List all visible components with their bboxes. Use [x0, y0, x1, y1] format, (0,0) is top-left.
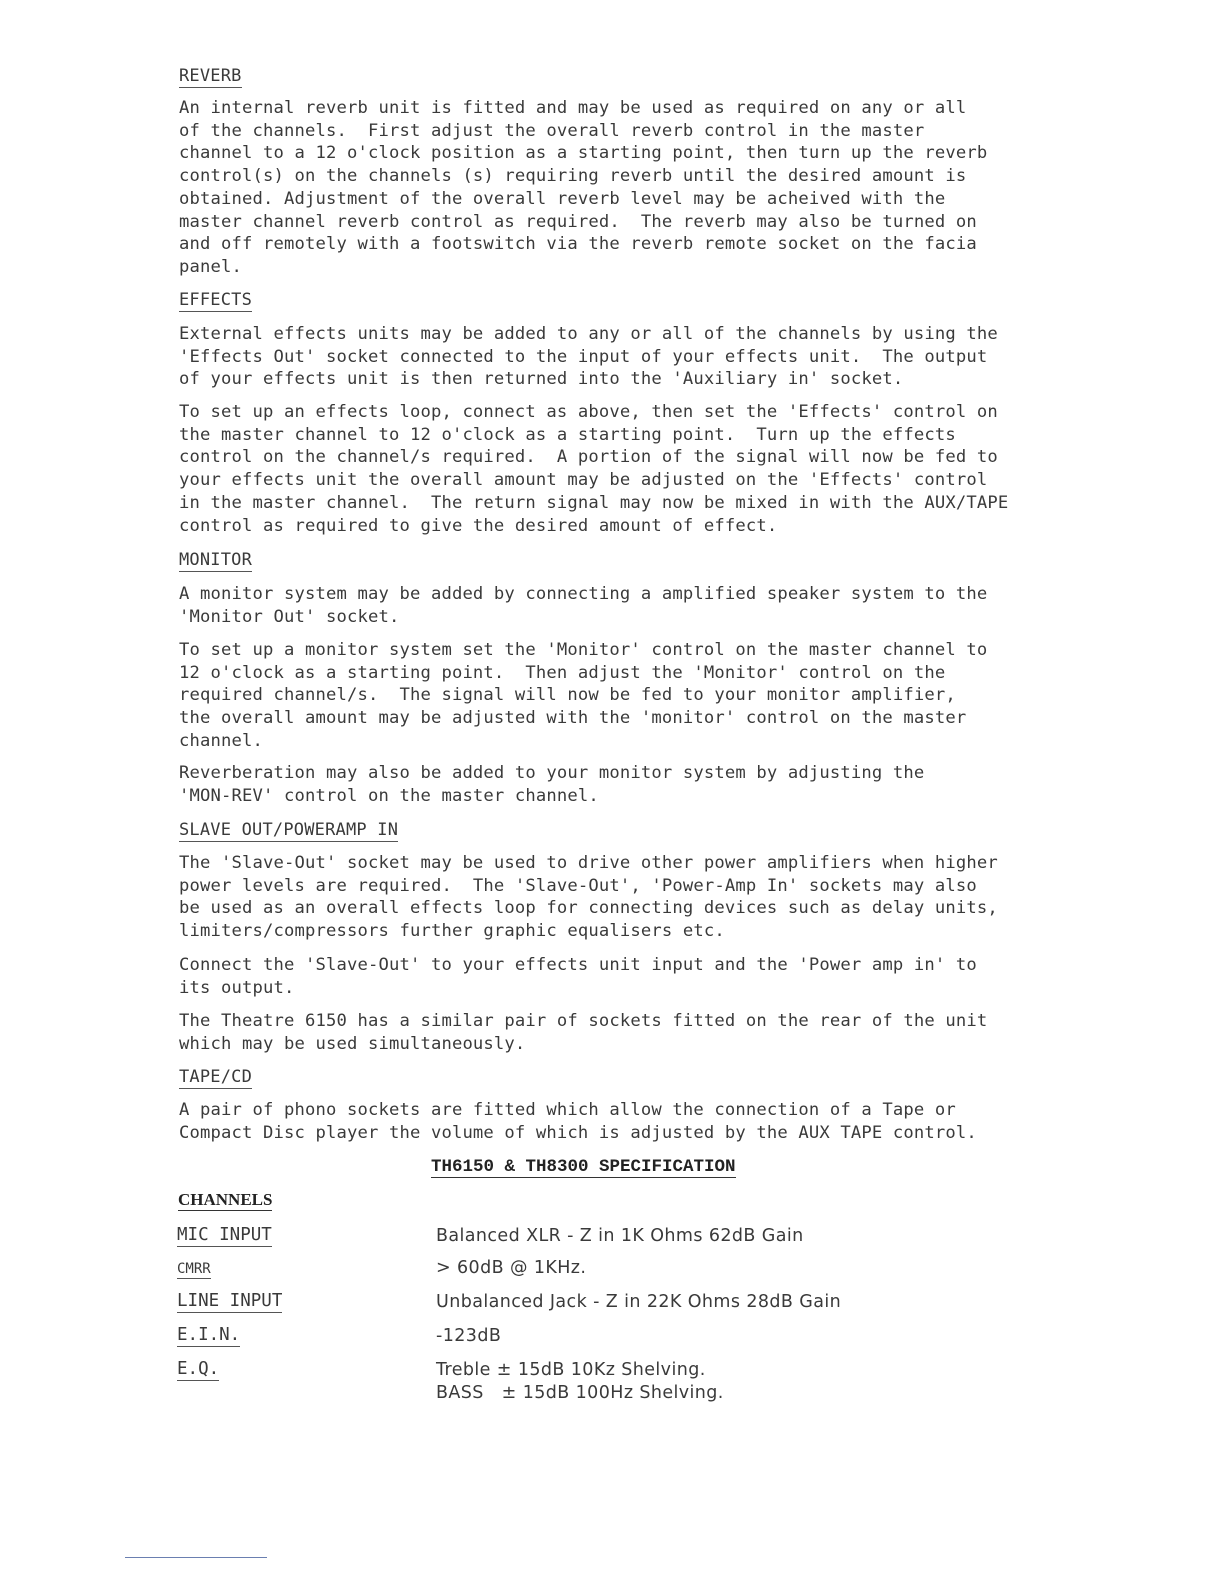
- spec-value-ein: -123dB: [436, 1326, 502, 1346]
- section-heading-reverb: REVERB: [179, 66, 242, 86]
- section-heading-monitor: MONITOR: [179, 550, 253, 570]
- spec-value-line-input: Unbalanced Jack - Z in 22K Ohms 28dB Gain: [436, 1292, 842, 1312]
- monitor-paragraph-1: [179, 583, 1069, 628]
- monitor-paragraph-2: [179, 639, 1069, 753]
- monitor-text-2: To set up a monitor system set the 'Monitor' control on the master channel to 12 o'clock as a starting point. Then adjust the 'Monitor' control on the required channel/s. The signal will now be fed to your monitor amplifier, the overall amount may be adjusted with the 'monitor' control on the master channel.: [179, 640, 988, 751]
- section-slave-out: [179, 820, 1069, 842]
- reverb-text: An internal reverb unit is fitted and may be used as required on any or all of the channels. First adjust the overall reverb control in the master channel to a 12 o'clock position as a starting point, then turn up the reverb control(s) on the channels (s) requiring reverb until the desired amount is obtained. Adjustment of the overall reverb level may be acheived with the master channel reverb control as required. The reverb may also be turned on and off remotely with a footswitch via the reverb remote socket on the facia panel.: [179, 98, 988, 277]
- effects-paragraph-1: [179, 323, 1069, 391]
- monitor-text-3: Reverberation may also be added to your monitor system by adjusting the 'MON-REV' control on the master channel.: [179, 763, 925, 806]
- tapecd-paragraph: [179, 1099, 1069, 1144]
- monitor-text-1: A monitor system may be added by connecting a amplified speaker system to the 'Monitor Out' socket.: [179, 584, 988, 627]
- spec-label-eq: E.Q.: [177, 1359, 220, 1379]
- spec-value-mic-input: Balanced XLR - Z in 1K Ohms 62dB Gain: [436, 1226, 804, 1246]
- specification-title: TH6150 & TH8300 SPECIFICATION: [431, 1157, 736, 1177]
- slave-paragraph-3: [179, 1010, 1069, 1055]
- spec-value-cmrr: > 60dB @ 1KHz.: [436, 1258, 587, 1278]
- slave-text-2: Connect the 'Slave-Out' to your effects unit input and the 'Power amp in' to its output.: [179, 955, 977, 998]
- slave-text-1: The 'Slave-Out' socket may be used to drive other power amplifiers when higher power levels are required. The 'Slave-Out', 'Power-Amp In' sockets may also be used as an overall effects loop for connecting devices such as delay units, limiters/compressors further graphic equalisers etc.: [179, 853, 998, 942]
- tapecd-text: A pair of phono sockets are fitted which allow the connection of a Tape or Compact Disc player the volume of which is adjusted by the AUX TAPE control.: [179, 1100, 977, 1143]
- slave-paragraph-1: [179, 852, 1069, 943]
- spec-label-mic-input: MIC INPUT: [177, 1225, 272, 1245]
- monitor-paragraph-3: [179, 762, 1069, 807]
- spec-value-eq: Treble ± 15dB 10Kz Shelving. BASS ± 15dB 100Hz Shelving.: [436, 1360, 724, 1403]
- spec-label-cmrr: CMRR: [177, 1261, 211, 1277]
- reverb-paragraph: [179, 97, 1069, 279]
- section-heading-effects: EFFECTS: [179, 290, 253, 310]
- spec-label-ein: E.I.N.: [177, 1325, 241, 1345]
- channels-heading: CHANNELS: [178, 1190, 273, 1209]
- effects-text-2: To set up an effects loop, connect as above, then set the 'Effects' control on the master channel to 12 o'clock as a starting point. Turn up the effects control on the channel/s required. A portion of the signal will now be fed to your effects unit the overall amount may be adjusted on the 'Effects' control in the master channel. The return signal may now be mixed in with the AUX/TAPE control as required to give the desired amount of effect.: [179, 402, 1009, 536]
- section-tapecd: [179, 1067, 1069, 1089]
- slave-text-3: The Theatre 6150 has a similar pair of sockets fitted on the rear of the unit which may be used simultaneously.: [179, 1011, 988, 1054]
- section-reverb: [179, 66, 1069, 88]
- section-monitor: [179, 550, 1069, 572]
- effects-paragraph-2: [179, 401, 1069, 537]
- slave-paragraph-2: [179, 954, 1069, 999]
- footnote-divider: [125, 1557, 267, 1558]
- section-effects: [179, 290, 1069, 312]
- section-heading-slave-out: SLAVE OUT/POWERAMP IN: [179, 820, 399, 840]
- effects-text-1: External effects units may be added to any or all of the channels by using the 'Effects Out' socket connected to the input of your effects unit. The output of your effects unit is then returned into the 'Auxiliary in' socket.: [179, 324, 998, 390]
- spec-label-line-input: LINE INPUT: [177, 1291, 283, 1311]
- section-heading-tapecd: TAPE/CD: [179, 1067, 253, 1087]
